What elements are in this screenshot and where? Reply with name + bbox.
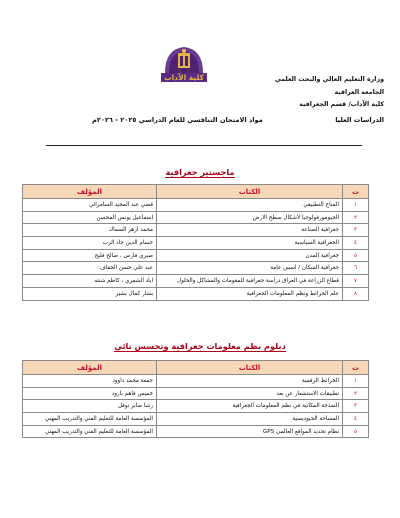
table-row: [23, 425, 369, 438]
book-author: حسام الدين جاد الرب: [23, 237, 157, 250]
book-author: صبري فارس ، صالح فليح: [23, 249, 157, 262]
logo-text: كلية الآداب: [164, 73, 204, 82]
book-author: عبد علي حسن الخفاف: [23, 262, 157, 275]
book-author: محمد ازهر السماك: [23, 224, 157, 237]
table-row: [23, 275, 369, 288]
book-title: جغرافية المدن: [157, 249, 343, 262]
section-title-gis-diploma: دبلوم نظم معلومات جغرافية وتحسس نائي: [114, 341, 286, 351]
book-title: الخرائط الرقمية: [157, 375, 343, 388]
table-row: [23, 287, 369, 300]
table-row: [23, 199, 369, 212]
book-author: اسماعيل يونس المحسن: [23, 211, 157, 224]
book-author: بشار كمال بشير: [23, 287, 157, 300]
row-number: ٥: [343, 425, 369, 438]
column-header-author: المؤلف: [23, 361, 157, 375]
book-title: الجغرافية السياسية: [157, 237, 343, 250]
book-author: اياد الشمري ، كاظم شنته: [23, 275, 157, 288]
column-header-author: المؤلف: [23, 185, 157, 199]
row-number: ١: [343, 375, 369, 388]
book-author: خميس فاهم بارود: [23, 387, 157, 400]
table-row: [23, 387, 369, 400]
row-number: ٦: [343, 262, 369, 275]
column-header-num: ت: [343, 361, 369, 375]
divider-line: [46, 145, 362, 146]
book-author: المؤسسة العامة للتعليم الفني والتدريب المهني: [23, 425, 157, 438]
book-author: قصي عبد المجيد السامرائي: [23, 199, 157, 212]
book-title: نظام تحديد المواقع العالمي GPS: [157, 425, 343, 438]
table-row: [23, 249, 369, 262]
book-title: تطبيقات الاستشعار عن بعد: [157, 387, 343, 400]
book-title: قطاع الزراعة في العراق دراسة جغرافية للمقومات والمشاكل والحلول: [157, 275, 343, 288]
masters-books-table: [22, 184, 369, 301]
table-row: [23, 211, 369, 224]
row-number: ٤: [343, 237, 369, 250]
column-header-num: ت: [343, 185, 369, 199]
row-number: ٥: [343, 249, 369, 262]
column-header-book: الكتاب: [157, 185, 343, 199]
row-number: ٣: [343, 400, 369, 413]
book-title: المناخ التطبيقي: [157, 199, 343, 212]
college-logo: [151, 43, 217, 83]
row-number: ٣: [343, 224, 369, 237]
book-title: جغرافية السكان / اسس عامة: [157, 262, 343, 275]
gis-diploma-books-table: [22, 360, 369, 438]
ministry-header: [234, 74, 384, 112]
book-author: رشا صابر نوفل: [23, 400, 157, 413]
exam-subtitle-row: [92, 116, 384, 124]
table-row: [23, 375, 369, 388]
book-title: الجيومورفولوجيا لأشكال سطح الارض: [157, 211, 343, 224]
table-row: [23, 400, 369, 413]
row-number: ٢: [343, 387, 369, 400]
row-number: ٨: [343, 287, 369, 300]
row-number: ٧: [343, 275, 369, 288]
book-author: المؤسسة العامة للتعليم الفني والتدريب المهني: [23, 413, 157, 426]
row-number: ٤: [343, 413, 369, 426]
college-logo-emblem: [151, 43, 217, 83]
row-number: ٢: [343, 211, 369, 224]
ministry-line: وزارة التعليم العالي والبحث العلمي: [274, 76, 384, 83]
table-header-row: [23, 361, 369, 375]
book-title: المساحة الجيوديسية: [157, 413, 343, 426]
book-author: جمعة محمد داوود: [23, 375, 157, 388]
table-row: [23, 262, 369, 275]
book-title: جغرافية الصناعة: [157, 224, 343, 237]
section-title-masters: ماجستير جغرافية: [165, 167, 235, 177]
book-title: النمذجة المكانية في نظم المعلومات الجغرافية: [157, 400, 343, 413]
university-line: الجامعة العراقية: [334, 88, 384, 96]
college-line: كلية الآداب/ قسم الجغرافية: [299, 101, 384, 108]
row-number: ١: [343, 199, 369, 212]
table-header-row: [23, 185, 369, 199]
exam-title: مواد الامتحان التنافسي للعام الدراسي ٢٠٢٥ - ٢٠٢٦م: [92, 116, 263, 124]
table-row: [23, 237, 369, 250]
column-header-book: الكتاب: [157, 361, 343, 375]
book-title: علم الخرائط ونظم المعلومات الجغرافية: [157, 287, 343, 300]
table-row: [23, 413, 369, 426]
table-row: [23, 224, 369, 237]
graduate-studies-label: الدراسات العليا: [335, 116, 384, 124]
